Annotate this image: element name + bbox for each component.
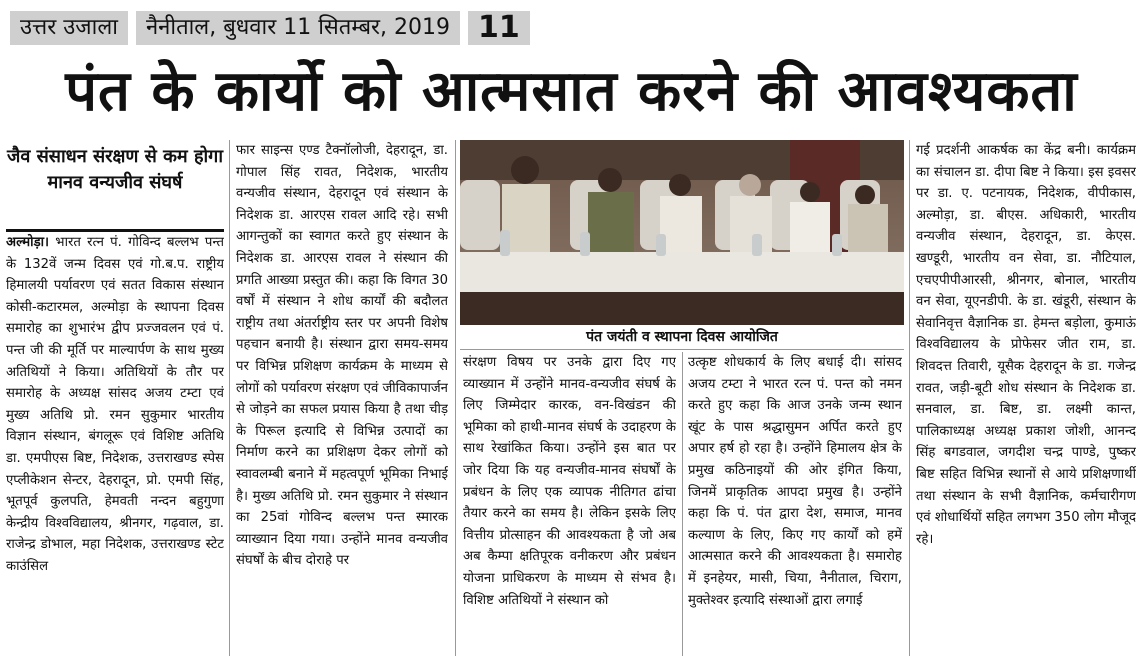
article-column-5 xyxy=(916,140,1136,656)
newspaper-name: उत्तर उजाला xyxy=(10,11,128,45)
date-line: नैनीताल, बुधवार 11 सितम्बर, 2019 xyxy=(136,11,460,45)
column-divider xyxy=(455,140,456,656)
article-column-2 xyxy=(236,140,448,656)
photo-caption: पंत जयंती व स्थापना दिवस आयोजित xyxy=(460,325,904,350)
column-text: गई प्रदर्शनी आकर्षक का केंद्र बनी। कार्यक्रम का संचालन डा. दीपा बिष्ट ने किया। इस इवसर पर डा. ए. पटनायक, निदेशक, वीपीकास, अल्मोड़ा, डा. बीएस. अधिकारी, भारतीय वन्यजीव संस्थान, देहरादून, डा. केएस. खण्डूरी, भारतीय वन सेवा, डा. नौटियाल, एचएपीपीआरसी, श्रीनगर, बोनाल, भारतीय वन सेवा, यूएनडीपी. के डा. खंडूरी, संस्थान के सेवानिवृत्त वैज्ञानिक डा. हेमन्त बड़ोला, कुमाऊं विश्वविद्यालय के प्रोफेसर जीत राम, डा. शिवदत्त तिवारी, यूसैक देहरादून के डा. गजेन्द्र रावत, जड़ी-बूटी शोध संस्थान के निदेशक डा. सनवाल, डा. बिष्ट, डा. लक्ष्मी कान्त, पालिकाध्यक्ष अध्यक्ष प्रकाश जोशी, आनन्द सिंह बगडवाल, जगदीश चन्द्र पाण्डे, पुष्कर बिष्ट सहित विभिन्न स्थानों से आये प्रशिक्षणार्थी तथा संस्थान के सभी वैज्ञानिक, कर्मचारीगण एवं शोधार्थियों सहित लगभग 350 लोग मौजूद रहे। xyxy=(916,143,1136,547)
column-text: संरक्षण विषय पर उनके द्वारा दिए गए व्याख्यान में उन्होंने मानव-वन्यजीव संघर्ष के लिए जिम्मेदार कारक, वन-विखंडन की भूमिका को हाथी-मानव संघर्ष के उदाहरण के साथ रेखांकित किया। उन्होंने इस बात पर जोर दिया कि यह वन्यजीव-मानव संघर्षों के प्रबंधन के लिए एक व्यापक नीतिगत ढांचा तैयार करने का समय है। लेकिन इसके लिए वित्तीय प्रोत्साहन की आवश्यकता है जो अब अब कैम्पा क्षतिपूरक वनीकरण और प्रबंधन योजना प्राधिकरण के माध्यम से संभव है। विशिष्ट अतिथियों ने संस्थान को xyxy=(463,355,676,608)
article-column-1 xyxy=(6,232,224,657)
headline: पंत के कार्यो को आत्मसात करने की आवश्यकता xyxy=(65,59,1078,124)
dateline: अल्मोड़ा। xyxy=(6,235,50,250)
subhead: जैव संसाधन संरक्षण से कम होगा मानव वन्यजीव संघर्ष xyxy=(7,146,223,193)
page-number: 11 xyxy=(468,11,530,45)
column-divider xyxy=(682,352,683,656)
article-column-4 xyxy=(688,352,902,656)
column-text: उत्कृष्ट शोधकार्य के लिए बधाई दी। सांसद अजय टम्टा ने भारत रत्न पं. पन्त को नमन करते हुए कहा कि आज उनके जन्म स्थान खूंट के पास श्रद्धासुमन अर्पित करते हुए अपार हर्ष हो रहा है। उन्होंने हिमालय क्षेत्र के प्रमुख कठिनाइयों की ओर इंगित किया, जिनमें प्राकृतिक आपदा प्रमुख है। उन्होंने कहा कि पं. पंत द्वारा देश, समाज, मानव कल्याण के लिए, किए गए कार्यों को हमें आत्मसात करने की आवश्यकता है। समारोह में इनहेयर, मासी, चिया, नैनीताल, चिराग, मुक्तेश्वर इत्यादि संस्थाओं द्वारा लगाई xyxy=(688,355,902,608)
event-photo xyxy=(460,140,904,325)
column-text: फार साइन्स एण्ड टैक्नॉलोजी, देहरादून, डा. गोपाल सिंह रावत, निदेशक, भारतीय वन्यजीव संस्थान, देहरादून एवं संस्थान के निदेशक डा. आरएस रावल आदि रहे। सभी आगन्तुकों का स्वागत करते हुए संस्थान के निदेशक डा. आरएस रावल ने संस्थान की प्रगति आख्या प्रस्तुत की। कहा कि विगत 30 वर्षों में संस्थान ने शोध कार्यों की बदौलत राष्ट्रीय तथा अंतर्राष्ट्रीय स्तर पर अपनी विशेष पहचान बनायी है। संस्थान द्वारा समय-समय पर विभिन्न प्रशिक्षण कार्यक्रम के माध्यम से लोगों को पर्यावरण संरक्षण एवं जीविकापार्जन से जोड़ने का सफल प्रयास किया है तथा चीड़ के पिरूल इत्यादि से विभिन्न उत्पादों का निर्माण करने का प्रशिक्षण देकर लोगों को स्वावलम्बी बनाने में महत्वपूर्ण भूमिका निभाई है। मुख्य अतिथि प्रो. रमन सुकुमार ने संस्थान का 25वां गोविन्द बल्लभ पन्त स्मारक व्याख्यान दिया गया। उन्होंने मानव वन्यजीव संघर्षों के बीच दोराहे पर xyxy=(236,143,448,569)
event-photo-image xyxy=(460,140,904,325)
masthead xyxy=(10,10,530,46)
column-divider xyxy=(229,140,230,656)
article-column-3 xyxy=(463,352,676,656)
column-divider xyxy=(909,140,910,656)
column-text: भारत रत्न पं. गोविन्द बल्लभ पन्त के 132वें जन्म दिवस एवं गो.ब.प. राष्ट्रीय हिमालयी पर्यावरण एवं सतत विकास संस्थान कोसी-कटारमल, अल्मोड़ा के स्थापना दिवस समारोह का शुभारंभ द्वीप प्रज्जवलन एवं पं. पन्त जी की मूर्ति पर माल्यार्पण के साथ मुख्य अतिथियों ने किया। अतिथियों के तौर पर समारोह के अध्यक्ष सांसद अजय टम्टा एवं मुख्य अतिथि प्रो. रमन सुकुमार भारतीय विज्ञान संस्थान, बंगलूरू एवं विशिष्ट अतिथि डा. एमपीएस बिष्ट, निदेशक, उत्तराखण्ड स्पेस एप्लीकेशन सेन्टर, देहरादून, प्रो. एमपी सिंह, भूतपूर्व कुलपति, हेमवती नन्दन बहुगुणा केन्द्रीय विश्वविद्यालय, श्रीनगर, गढ़वाल, डा. राजेन्द्र डोभाल, महा निदेशक, उत्तराखण्ड स्टेट काउंसिल xyxy=(6,235,224,574)
